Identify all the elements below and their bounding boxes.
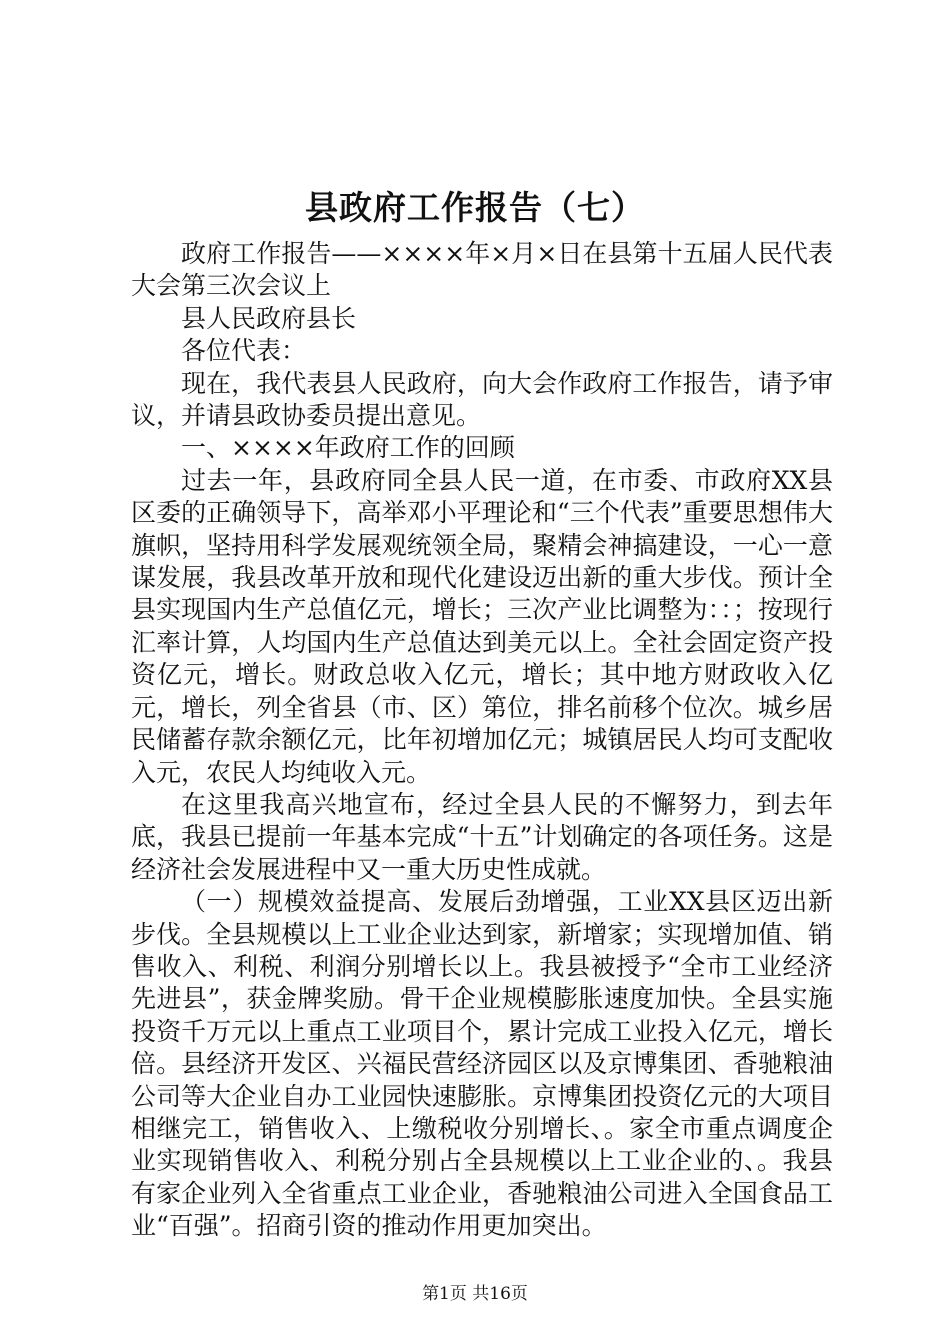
paragraph-review-summary: 过去一年，县政府同全县人民一道，在市委、市政府XX县区委的正确领导下，高举邓小平理论和“三个代表”重要思想伟大旗帜，坚持用科学发展观统领全局，聚精会神搞建设，一心一意谋发展，我县改革开放和现代化建设迈出新的重大步伐。预计全县实现国内生产总值亿元，增长；三次产业比调整为：：；按现行汇率计算，人均国内生产总值达到美元以上。全社会固定资产投资亿元，增长。财政总收入亿元，增长；其中地方财政收入亿元，增长，列全省县（市、区）第位，排名前移个位次。城乡居民储蓄存款余额亿元，比年初增加亿元；城镇居民人均可支配收入元，农民人均纯收入元。 — [131, 465, 833, 787]
paragraph-report-heading: 政府工作报告——××××年×月×日在县第十五届人民代表大会第三次会议上 — [131, 239, 833, 301]
paragraph-speaker: 县人民政府县长 — [181, 303, 357, 333]
document-title: 县政府工作报告（七） — [305, 188, 645, 227]
document-body — [131, 238, 833, 1243]
paragraph-industry: （一）规模效益提高、发展后劲增强，工业XX县区迈出新步伐。全县规模以上工业企业达到家，新增家；实现增加值、销售收入、利税、利润分别增长以上。我县被授予“全市工业经济先进县”，获金牌奖励。骨干企业规模膨胀速度加快。全县实施投资千万元以上重点工业项目个，累计完成工业投入亿元，增长倍。县经济开发区、兴福民营经济园区以及京博集团、香驰粮油公司等大企业自办工业园快速膨胀。京博集团投资亿元的大项目相继完工，销售收入、上缴税收分别增长、。家全市重点调度企业实现销售收入、利税分别占全县规模以上工业企业的、。我县有家企业列入全省重点工业企业，香驰粮油公司进入全国食品工业“百强”。招商引资的推动作用更加突出。 — [131, 887, 833, 1241]
paragraph-introduction: 现在，我代表县人民政府，向大会作政府工作报告，请予审议，并请县政协委员提出意见。 — [131, 368, 833, 431]
paragraph-salutation: 各位代表： — [181, 336, 307, 366]
page-number-footer: 第1页 共16页 — [422, 1284, 528, 1304]
paragraph-announcement: 在这里我高兴地宣布，经过全县人民的不懈努力，到去年底，我县已提前一年基本完成“十五”计划确定的各项任务。这是经济社会发展进程中又一重大历史性成就。 — [131, 789, 833, 884]
section-heading-review: 一、××××年政府工作的回顾 — [181, 433, 515, 463]
